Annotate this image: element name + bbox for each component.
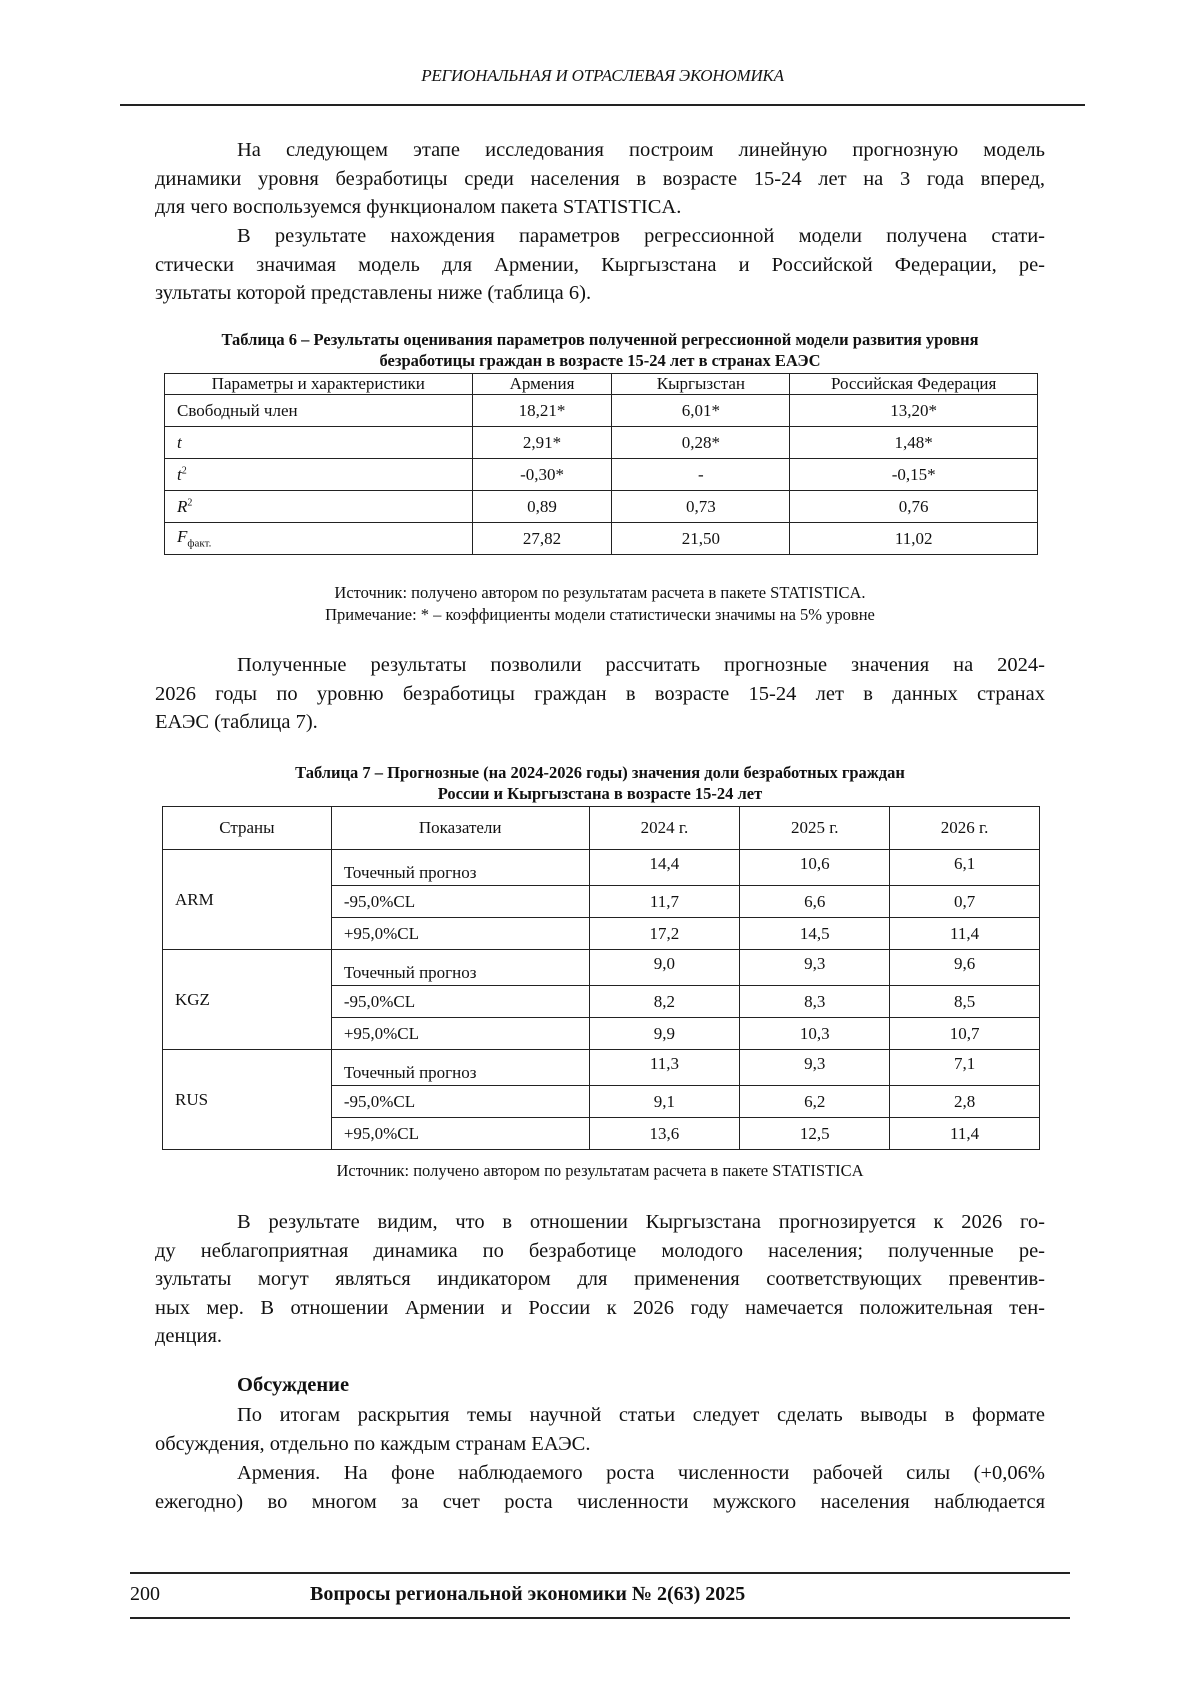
subscript: факт.: [187, 537, 212, 550]
superscript: 2: [181, 464, 187, 476]
cell: 1,48*: [790, 427, 1038, 459]
cell: 0,28*: [612, 427, 790, 459]
table6-header: Параметры и характеристики: [165, 374, 473, 395]
table6-header-row: [165, 374, 1038, 395]
table-row: [165, 459, 1038, 491]
table7-header: Показатели: [331, 807, 589, 850]
cell: 21,50: [612, 523, 790, 555]
cell: 9,1: [589, 1086, 740, 1118]
cell: 10,3: [740, 1018, 890, 1050]
cell: 14,4: [589, 850, 740, 886]
table7-header-row: [163, 807, 1040, 850]
country-cell: ARM: [163, 850, 332, 950]
cell: 11,02: [790, 523, 1038, 555]
table6: [164, 373, 1038, 555]
country-cell: KGZ: [163, 950, 332, 1050]
table6-header: Российская Федерация: [790, 374, 1038, 395]
cell: 17,2: [589, 918, 740, 950]
text-line: Армения. На фоне наблюдаемого роста численности рабочей силы (+0,06%: [237, 1462, 1045, 1484]
cell: 9,3: [740, 1050, 890, 1086]
cell: 11,3: [589, 1050, 740, 1086]
cell: 9,9: [589, 1018, 740, 1050]
paragraph-armenia: [155, 1459, 1045, 1516]
cell: -0,15*: [790, 459, 1038, 491]
row-label: [165, 427, 473, 459]
var-f: F: [177, 527, 188, 547]
cell: -0,30*: [472, 459, 612, 491]
superscript: 2: [187, 496, 193, 508]
table7-header: Страны: [163, 807, 332, 850]
cell: 9,0: [589, 950, 740, 986]
table6-header: Армения: [472, 374, 612, 395]
table6-header: Кыргызстан: [612, 374, 790, 395]
table7-header: 2026 г.: [890, 807, 1040, 850]
row-label: [165, 523, 473, 555]
table6-caption-line2: безработицы граждан в возрасте 15-24 лет в странах ЕАЭС: [379, 351, 821, 370]
table6-source: Источник: получено автором по результатам расчета в пакете STATISTICA.: [334, 583, 866, 602]
text-line: денция.: [155, 1325, 222, 1348]
page-number: 200: [130, 1583, 160, 1605]
cell: 2,91*: [472, 427, 612, 459]
cell: 7,1: [890, 1050, 1040, 1086]
cell: 0,73: [612, 491, 790, 523]
header-rule: [120, 104, 1085, 106]
indicator-cell: Точечный прогноз: [331, 1050, 589, 1086]
cell: 0,76: [790, 491, 1038, 523]
paragraph-conclusion: [155, 1208, 1045, 1351]
table-row: [165, 523, 1038, 555]
table-row: [165, 491, 1038, 523]
cell: 8,5: [890, 986, 1040, 1018]
table7-caption: [150, 761, 1050, 805]
indicator-cell: +95,0%CL: [331, 1018, 589, 1050]
indicator-cell: -95,0%CL: [331, 1086, 589, 1118]
cell: 9,3: [740, 950, 890, 986]
table7-caption-line2: России и Кыргызстана в возрасте 15-24 лет: [437, 784, 763, 803]
cell: 10,6: [740, 850, 890, 886]
text-line: обсуждения, отдельно по каждым странам ЕАЭС.: [155, 1432, 591, 1455]
table6-caption: [150, 328, 1050, 372]
cell: 6,01*: [612, 395, 790, 427]
paragraph-model-result: [155, 222, 1045, 308]
cell: 6,6: [740, 886, 890, 918]
paragraph-discussion-intro: [155, 1401, 1045, 1458]
table-row: [165, 427, 1038, 459]
text-line: В результате нахождения параметров регрессионной модели получена стати-: [237, 225, 1045, 247]
cell: 0,7: [890, 886, 1040, 918]
cell: 2,8: [890, 1086, 1040, 1118]
indicator-cell: Точечный прогноз: [331, 850, 589, 886]
cell: 9,6: [890, 950, 1040, 986]
cell: 11,4: [890, 918, 1040, 950]
table7-header: 2025 г.: [740, 807, 890, 850]
indicator-cell: -95,0%CL: [331, 986, 589, 1018]
text-line: ду неблагоприятная динамика по безработице молодого населения; полученные ре-: [155, 1239, 1045, 1262]
text-line: для чего воспользуемся функционалом пакета STATISTICA.: [155, 196, 682, 219]
var-t: t: [177, 464, 182, 484]
text-line: стически значимая модель для Армении, Кыргызстана и Российской Федерации, ре-: [155, 253, 1045, 276]
table7-header: 2024 г.: [589, 807, 740, 850]
text-line: зультаты которой представлены ниже (таблица 6).: [155, 282, 592, 305]
section-heading-discussion: Обсуждение: [237, 1374, 350, 1396]
table-row: [163, 1050, 1040, 1086]
footer-rule-top: [130, 1572, 1070, 1574]
country-cell: RUS: [163, 1050, 332, 1150]
cell: 6,2: [740, 1086, 890, 1118]
paragraph-forecast-intro: [155, 651, 1045, 737]
cell: 8,3: [740, 986, 890, 1018]
cell: 14,5: [740, 918, 890, 950]
cell: 13,20*: [790, 395, 1038, 427]
cell: 11,4: [890, 1118, 1040, 1150]
text-line: зультаты могут являться индикатором для применения соответствующих превентив-: [155, 1268, 1045, 1291]
table7-source: Источник: получено автором по результатам расчета в пакете STATISTICA: [336, 1161, 864, 1180]
cell: 6,1: [890, 850, 1040, 886]
journal-title: Вопросы региональной экономики № 2(63) 2025: [310, 1583, 746, 1605]
cell: 10,7: [890, 1018, 1040, 1050]
text-line: ежегодно) во многом за счет роста численности мужского населения наблюдается: [155, 1490, 1045, 1513]
text-line: 2026 годы по уровню безработицы граждан в возрасте 15-24 лет в данных странах: [155, 682, 1045, 705]
cell: 12,5: [740, 1118, 890, 1150]
text-line: По итогам раскрытия темы научной статьи следует сделать выводы в формате: [237, 1404, 1045, 1426]
cell: 18,21*: [472, 395, 612, 427]
table-row: [163, 850, 1040, 886]
indicator-cell: -95,0%CL: [331, 886, 589, 918]
table7-caption-line1: Таблица 7 – Прогнозные (на 2024-2026 годы) значения доли безработных граждан: [295, 763, 905, 782]
running-head: РЕГИОНАЛЬНАЯ И ОТРАСЛЕВАЯ ЭКОНОМИКА: [421, 66, 784, 85]
footer-rule-bottom: [130, 1617, 1070, 1619]
row-label: [165, 491, 473, 523]
cell: -: [612, 459, 790, 491]
var-r: R: [177, 496, 188, 516]
text-line: Полученные результаты позволили рассчитать прогнозные значения на 2024-: [237, 654, 1045, 676]
text-line: В результате видим, что в отношении Кыргызстана прогнозируется к 2026 го-: [237, 1211, 1045, 1233]
indicator-cell: +95,0%CL: [331, 1118, 589, 1150]
text-line: динамики уровня безработицы среди населения в возрасте 15-24 лет на 3 года вперед,: [155, 167, 1045, 190]
cell: 0,89: [472, 491, 612, 523]
table6-caption-line1: Таблица 6 – Результаты оценивания параметров полученной регрессионной модели развития уровня: [221, 330, 979, 349]
text-line: ЕАЭС (таблица 7).: [155, 711, 318, 734]
cell: 27,82: [472, 523, 612, 555]
cell: 11,7: [589, 886, 740, 918]
table7: [162, 806, 1040, 1150]
var-t: t: [177, 432, 182, 452]
paragraph-intro: [155, 136, 1045, 222]
text-line: ных мер. В отношении Армении и России к 2026 году намечается положительная тен-: [155, 1296, 1045, 1319]
table-row: [165, 395, 1038, 427]
table6-note: Примечание: * – коэффициенты модели статистически значимы на 5% уровне: [325, 605, 875, 624]
cell: 13,6: [589, 1118, 740, 1150]
table-row: [163, 950, 1040, 986]
row-label: Свободный член: [165, 395, 473, 427]
indicator-cell: Точечный прогноз: [331, 950, 589, 986]
indicator-cell: +95,0%CL: [331, 918, 589, 950]
row-label: [165, 459, 473, 491]
cell: 8,2: [589, 986, 740, 1018]
text-line: На следующем этапе исследования построим линейную прогнозную модель: [237, 139, 1045, 161]
